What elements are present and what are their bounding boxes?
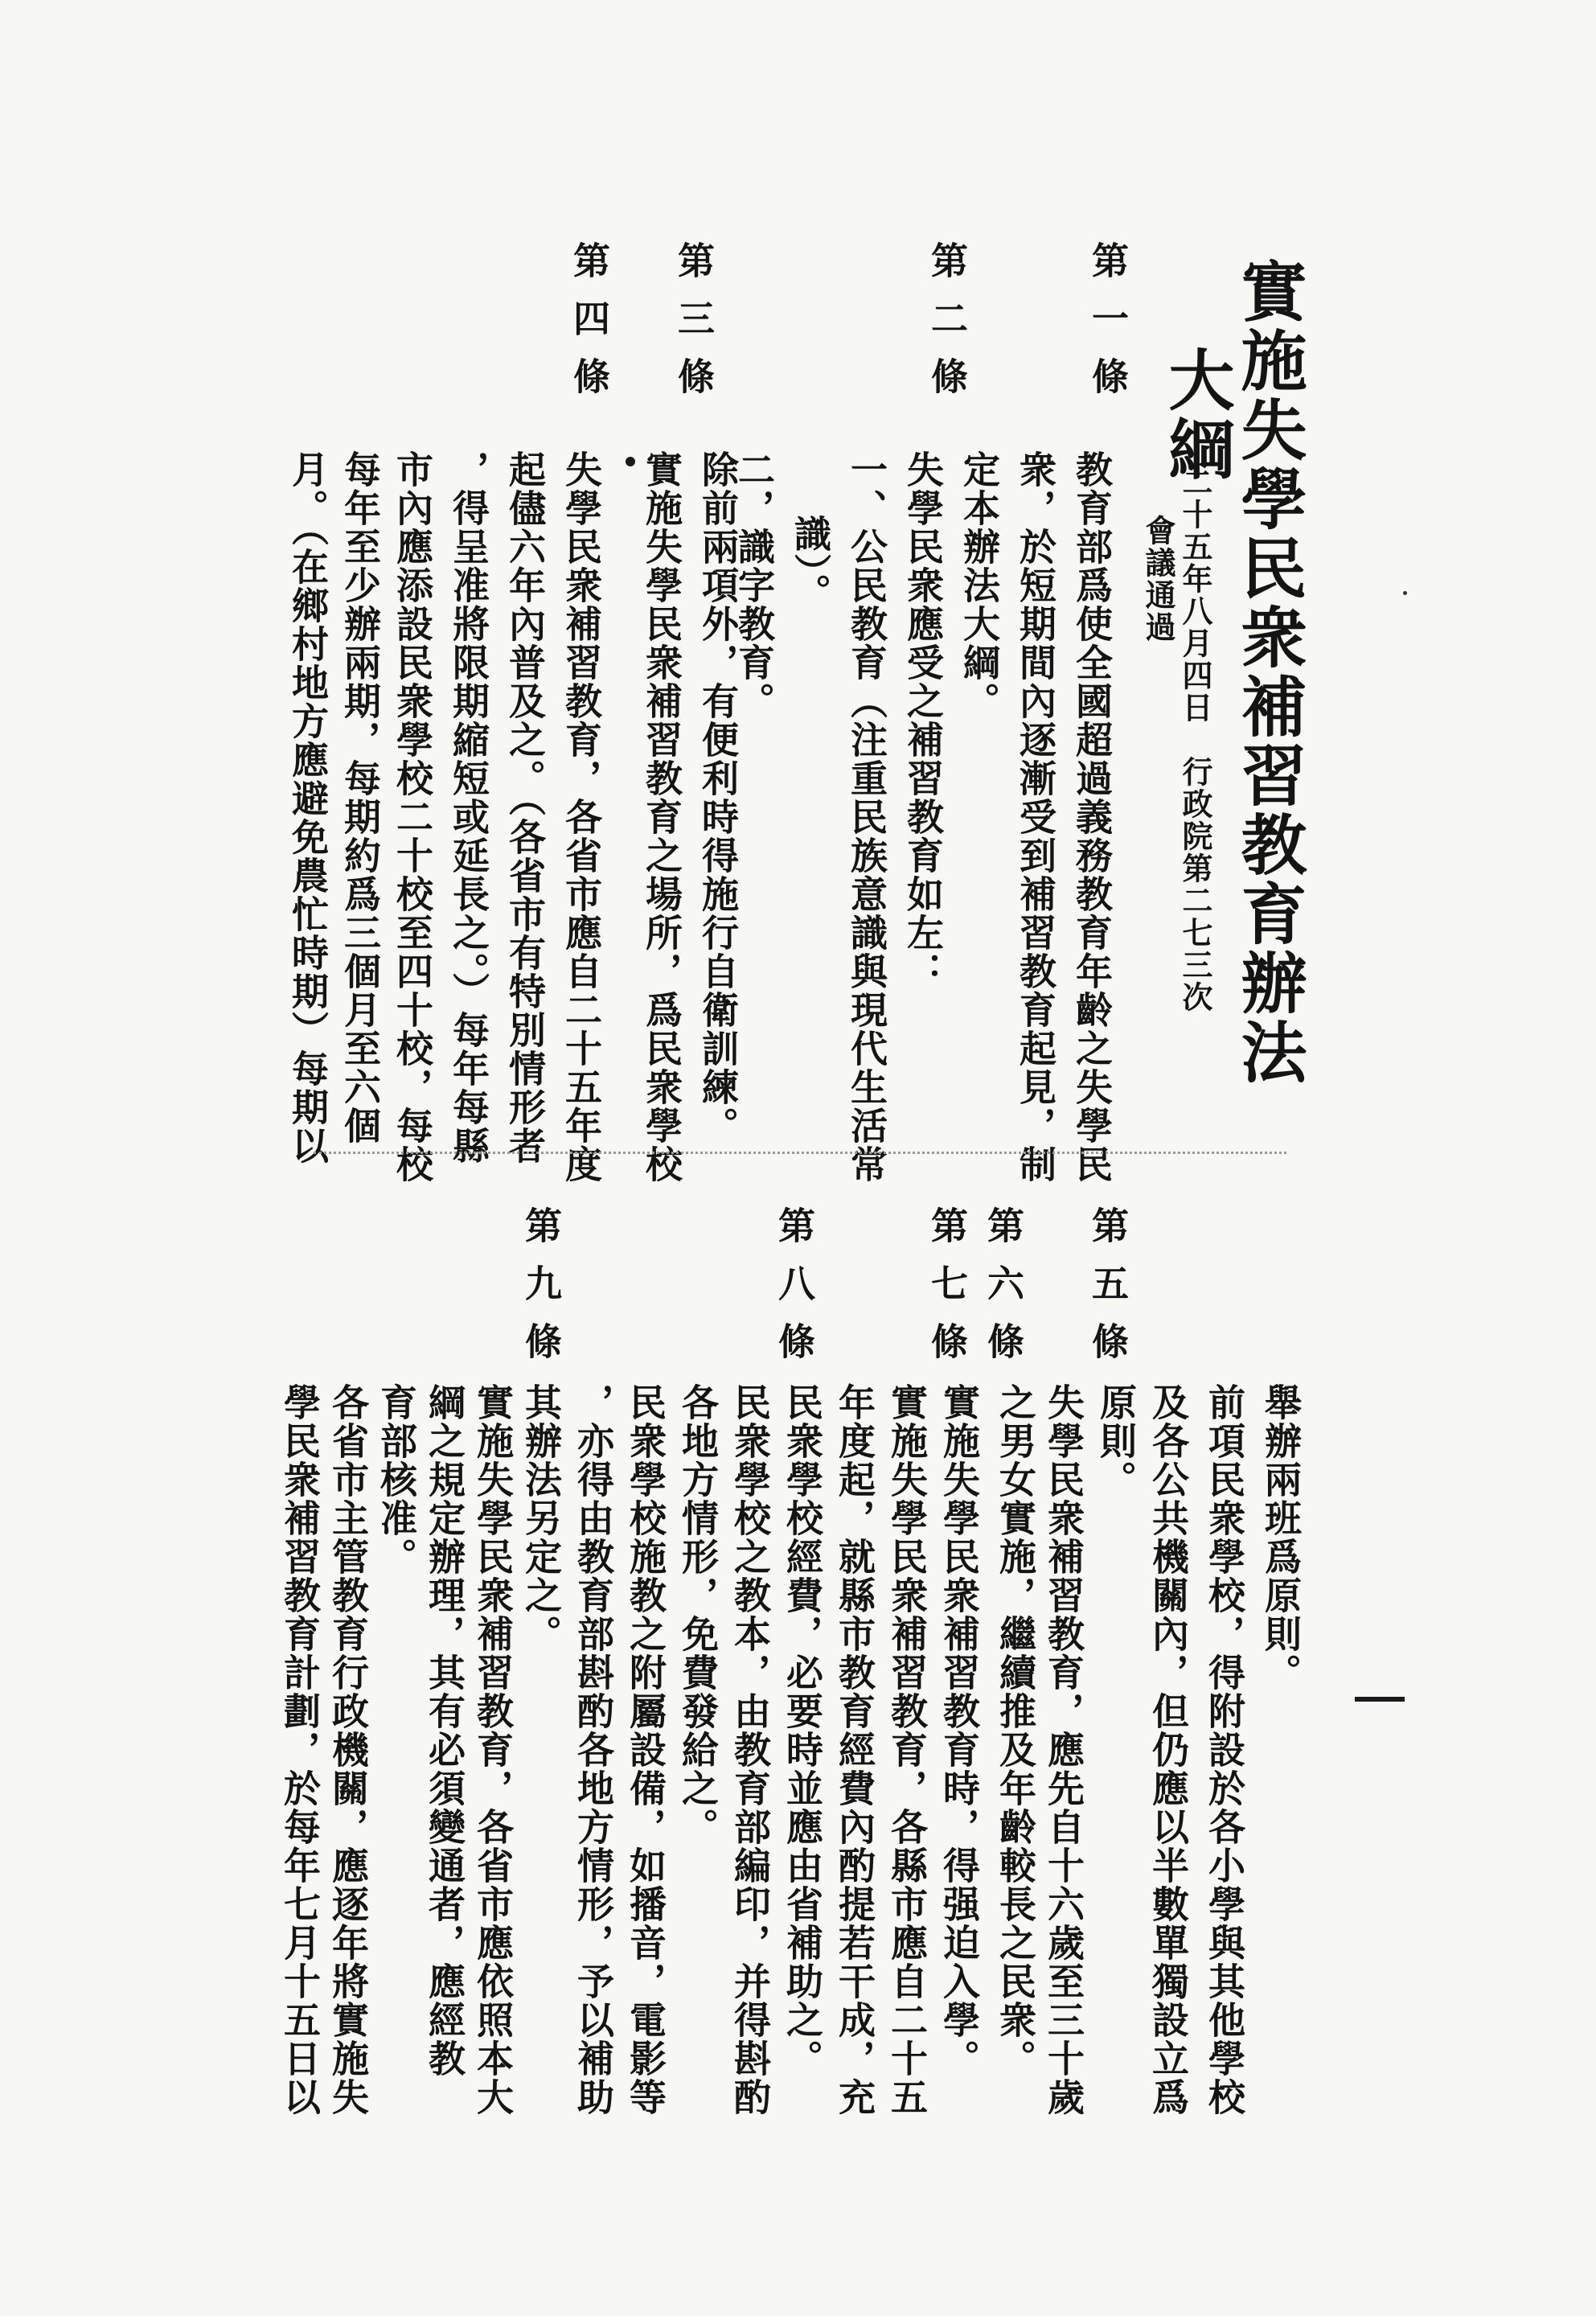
article-2-line-4: 二，識字教育。 — [732, 450, 776, 721]
article-9-line-1: 實施失學民衆補習教育，各省市應依照本大 — [471, 1383, 515, 2117]
article-9-label: 第九條 — [519, 1206, 563, 1380]
article-4-line-1: 失學民衆補習教育，各省市應自二十五年度 — [560, 450, 603, 1184]
article-8-line-4: ，亦得由教育部斟酌各地方情形，予以補助 — [572, 1383, 615, 2117]
article-2-line-3: 識）。 — [789, 515, 832, 612]
article-1-label: 第一條 — [1086, 241, 1130, 415]
article-4-line-3: ，得呈准將限期縮短或延長之。）每年每縣 — [447, 450, 490, 1165]
list-dot — [626, 457, 635, 466]
article-4-line-2: 起儘六年內普及之。（各省市有特別情形者 — [503, 450, 547, 1165]
continuation-line-4: 原則。 — [1094, 1383, 1138, 1499]
article-8-line-3: 民衆學校施教之附屬設備，如播音，電影等 — [624, 1383, 667, 2117]
article-9-line-3: 育部核准。 — [375, 1383, 418, 1576]
article-8-line-5: 其辦法另定之。 — [519, 1383, 563, 1653]
article-8-line-2: 各地方情形，免費發給之。 — [676, 1383, 720, 1846]
ink-speck — [1403, 591, 1407, 595]
title-line-1: 實施失學民衆補習教育辦法 — [1230, 257, 1307, 1087]
article-4-line-4: 市內應添設民衆學校二十校至四十校，每校 — [391, 450, 434, 1184]
continuation-line-3: 及各公共機關內，但仍應以半數單獨設立爲 — [1147, 1383, 1190, 2117]
article-6-line-1: 之男女實施，繼續推及年齡較長之民衆。 — [994, 1383, 1037, 2078]
article-2-line-2: 一、公民教育（注重民族意識與現代生活常 — [845, 450, 888, 1184]
article-9-line-5: 學民衆補習教育計劃，於每年七月十五日以 — [278, 1383, 322, 2117]
continuation-line-1: 舉辦兩班爲原則。 — [1259, 1383, 1303, 1692]
article-7-line-2: 年度起，就縣市教育經費內酌提若干成，充 — [833, 1383, 876, 2117]
article-5-line-1: 失學民衆補習教育，應先自十六歲至三十歲 — [1042, 1383, 1085, 2117]
article-2-label: 第二條 — [925, 241, 969, 415]
article-7-line-1: 實施失學民衆補習教育，各縣市應自二十五 — [885, 1383, 929, 2117]
title-note-2: 會議通過 — [1140, 515, 1176, 643]
title-note-1: 二十五年八月四日 行政院第二七三次 — [1177, 466, 1213, 1013]
article-6-line-2: 實施失學民衆補習教育時，得强迫入學。 — [937, 1383, 981, 2078]
article-8-line-1: 民衆學校之教本，由教育部編印，并得斟酌 — [728, 1383, 772, 2117]
article-1-line-1: 教育部爲使全國超過義務教育年齡之失學民 — [1070, 450, 1114, 1184]
article-9-line-2: 綱之規定辦理，其有必須變通者，應經教 — [423, 1383, 466, 2078]
article-6-label: 第六條 — [982, 1206, 1025, 1380]
article-4-line-6: 月。（在鄉村地方應避免農忙時期）每期以 — [286, 450, 330, 1165]
article-2-line-1: 失學民衆應受之補習教育如左： — [901, 450, 945, 991]
article-3-line-2: 實施失學民衆補習教育之場所，爲民衆學校 — [640, 450, 683, 1184]
article-1-line-3: 定本辦法大綱。 — [958, 450, 1001, 721]
article-1-line-2: 衆，於短期間內逐漸受到補習教育起見，制 — [1014, 450, 1057, 1184]
page-number-stroke — [1355, 1697, 1405, 1702]
article-9-line-4: 各省市主管教育行政機關，應逐年將實施失 — [326, 1383, 370, 2117]
article-4-label: 第四條 — [568, 241, 611, 415]
article-4-line-5: 每年至少辦兩期，每期約爲三個月至六個 — [338, 450, 382, 1145]
article-3-line-1: 除前兩項外，有便利時得施行自衛訓練。 — [696, 450, 740, 1145]
article-3-label: 第三條 — [672, 241, 716, 415]
article-7-label: 第七條 — [925, 1206, 969, 1380]
article-5-label: 第五條 — [1086, 1206, 1130, 1380]
title-line-2: 大綱 — [1158, 346, 1235, 484]
page-divider — [314, 1152, 1286, 1154]
continuation-line-2: 前項民衆學校，得附設於各小學與其他學校 — [1203, 1383, 1246, 2117]
article-8-label: 第八條 — [773, 1206, 816, 1380]
article-7-line-3: 民衆學校經費，必要時並應由省補助之。 — [781, 1383, 824, 2078]
